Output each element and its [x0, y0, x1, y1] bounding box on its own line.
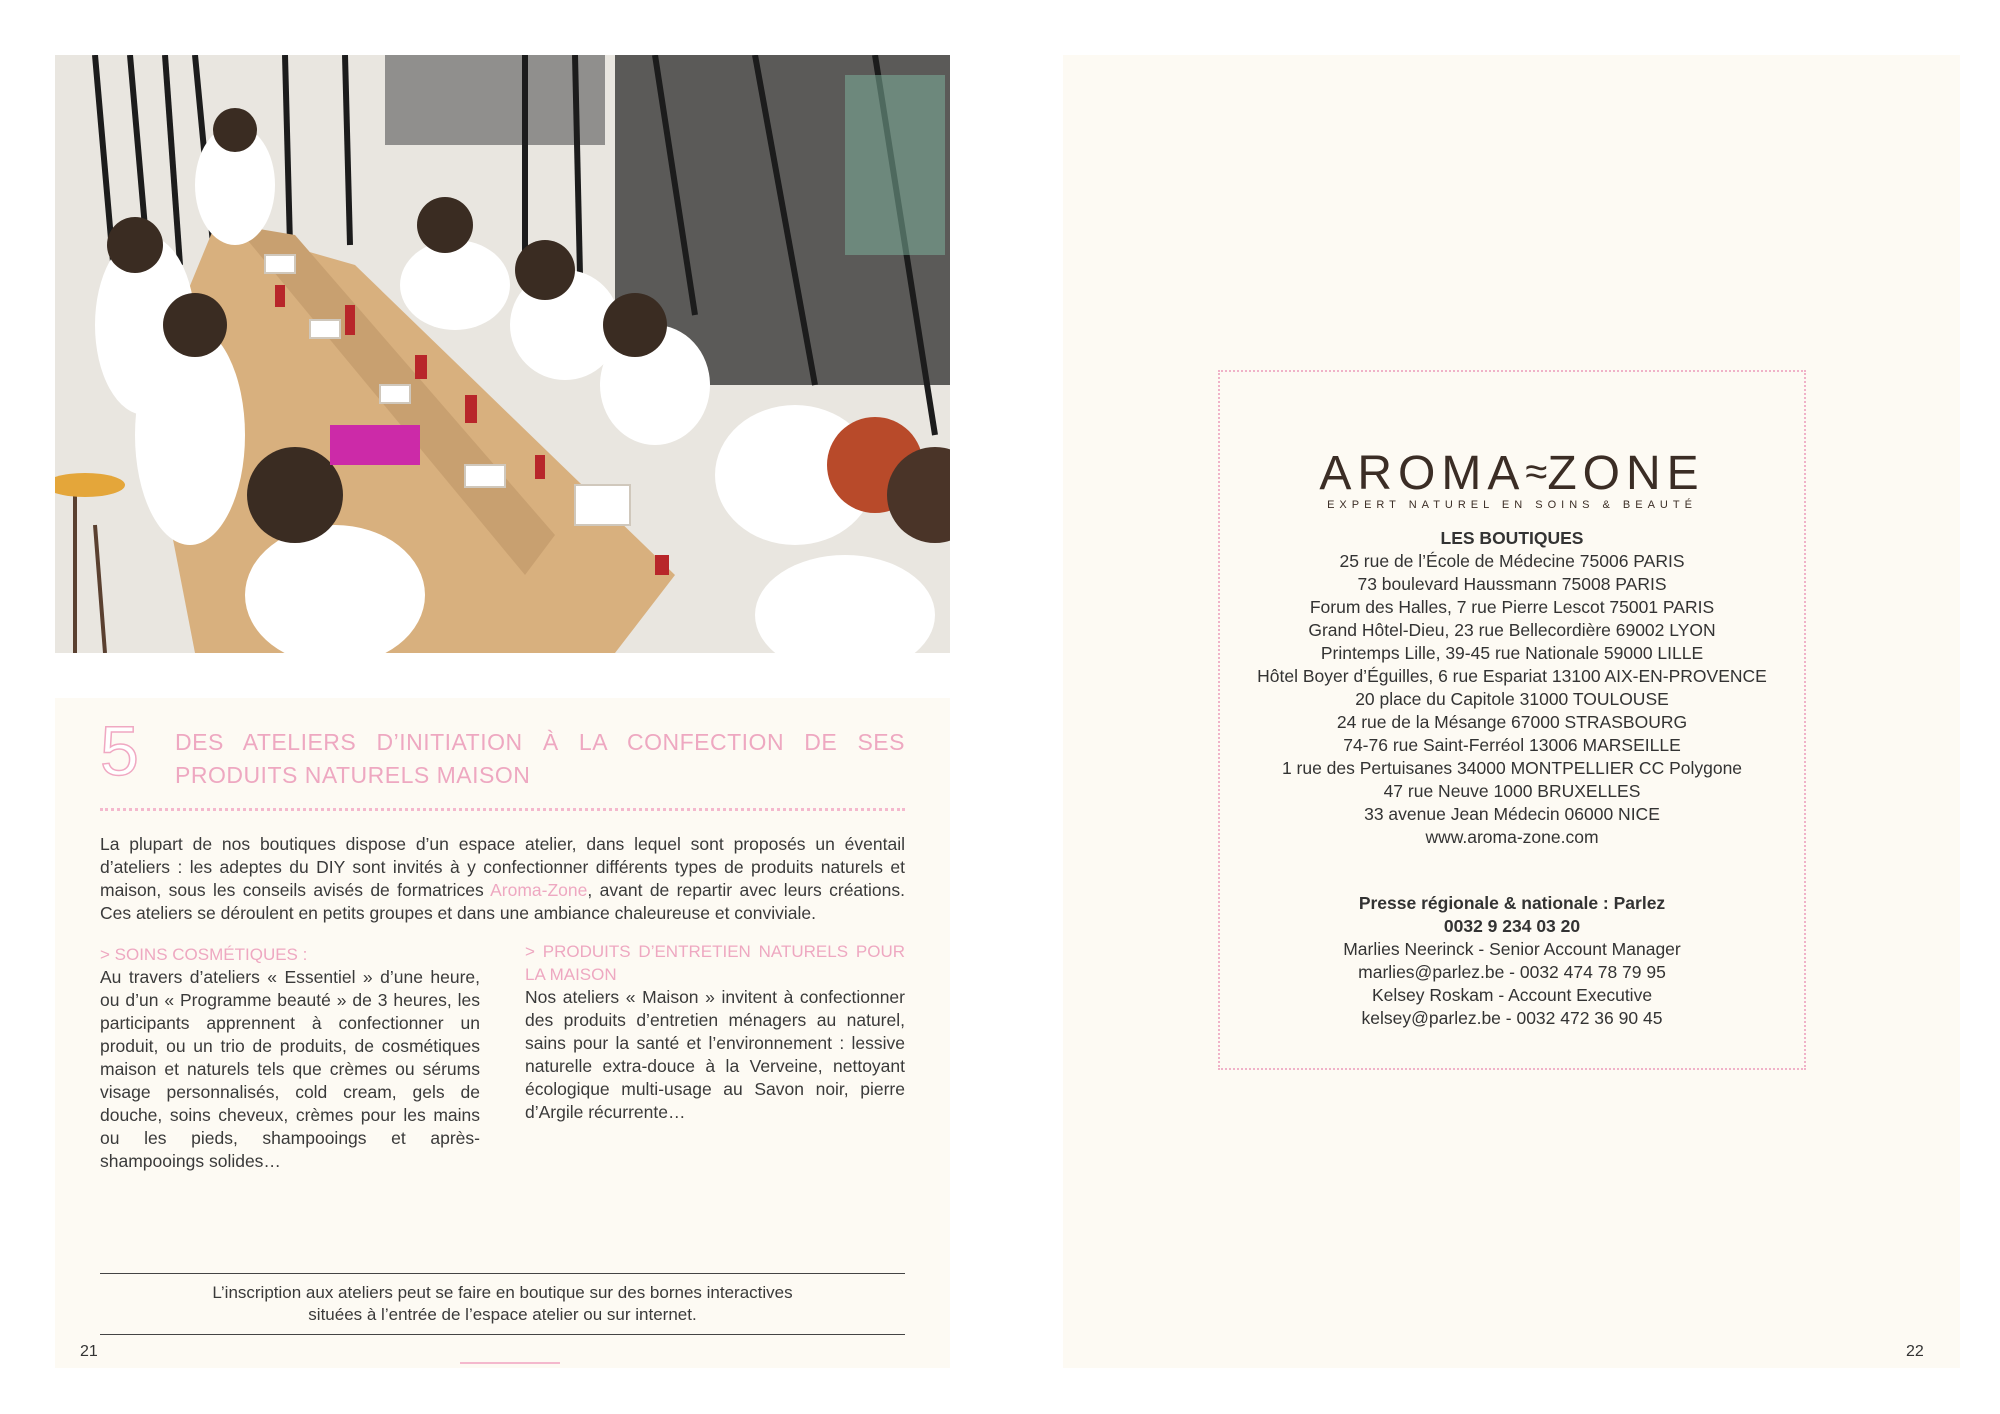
left-page — [55, 55, 950, 1368]
boutique-address: 20 place du Capitole 31000 TOULOUSE — [1355, 689, 1669, 709]
intro-text-part2: , avant de repartir avec leurs créations. Ces ateliers se déroulent en petits groupes et dans une ambiance chaleureuse et conviviale. — [100, 880, 905, 923]
boutique-address: 74-76 rue Saint-Ferréol 13006 MARSEILLE — [1343, 735, 1681, 755]
household-text: Nos ateliers « Maison » invitent à confectionner des produits d’entretien ménagers au naturel, sains pour la santé et l’environnement : lessive naturelle extra-douce à la Verveine, nettoyant écologique multi-usage au Savon noir, pierre d’Argile récurrente… — [525, 987, 905, 1122]
logo-wave-icon: ≈ — [1525, 450, 1548, 494]
intro-paragraph — [100, 833, 905, 925]
contact-line: Marlies Neerinck - Senior Account Manager — [1343, 939, 1681, 959]
boutiques-title: LES BOUTIQUES — [1440, 528, 1584, 548]
section-number: 5 — [100, 712, 139, 790]
boutique-address: 25 rue de l’École de Médecine 75006 PARIS — [1339, 551, 1685, 571]
dotted-divider — [100, 808, 905, 811]
contact-email-line[interactable]: kelsey@parlez.be - 0032 472 36 90 45 — [1361, 1008, 1663, 1028]
registration-note-line2: situées à l’entrée de l’espace atelier ou sur internet. — [308, 1305, 697, 1324]
boutique-address: 33 avenue Jean Médecin 06000 NICE — [1364, 804, 1660, 824]
household-column — [525, 940, 905, 1124]
boutique-address: 24 rue de la Mésange 67000 STRASBOURG — [1336, 712, 1688, 732]
boutique-address: Hôtel Boyer d’Éguilles, 6 rue Espariat 13100 AIX-EN-PROVENCE — [1257, 666, 1767, 686]
right-page — [1063, 55, 1960, 1368]
brand-mention: Aroma-Zone — [490, 880, 588, 900]
section-heading: DES ATELIERS D’INITIATION À LA CONFECTION DE SES PRODUITS NATURELS MAISON — [175, 729, 905, 788]
website-link[interactable]: www.aroma-zone.com — [1425, 827, 1599, 847]
press-phone: 0032 9 234 03 20 — [1443, 916, 1581, 936]
cosmetics-title: > SOINS COSMÉTIQUES : — [100, 945, 308, 964]
logo-tagline: EXPERT NATUREL EN SOINS & BEAUTÉ — [1327, 499, 1697, 511]
logo-text-left: AROMA — [1319, 447, 1526, 500]
pink-accent-line — [460, 1362, 560, 1364]
boutique-address: 1 rue des Pertuisanes 34000 MONTPELLIER CC Polygone — [1281, 758, 1743, 778]
cosmetics-text: Au travers d’ateliers « Essentiel » d’une heure, ou d’un « Programme beauté » de 3 heures, les participants apprennent à confectionner un produit, ou un trio de produits, de cosmétiques maison et naturels tels que crèmes ou sérums visage personnalisés, cold cream, gels de douche, soins cheveux, crèmes pour les mains ou les pieds, shampooings et après-shampooings solides… — [100, 967, 480, 1171]
contact-email-line[interactable]: marlies@parlez.be - 0032 474 78 79 95 — [1358, 962, 1666, 982]
intro-text-part1: La plupart de nos boutiques dispose d’un espace atelier, dans lequel sont proposés un éventail d’ateliers : les adeptes du DIY sont invités à y confectionner différents types de produits naturels et maison, sous les conseils avisés de formatrices — [100, 834, 905, 900]
logo-text-right: ZONE — [1547, 447, 1705, 500]
cosmetics-column — [100, 943, 480, 1173]
page-number-right: 22 — [1906, 1343, 1924, 1360]
press-contact — [1220, 892, 1804, 1030]
boutiques-list — [1220, 527, 1804, 849]
page-number-left: 21 — [80, 1343, 98, 1360]
boutique-address: Forum des Halles, 7 rue Pierre Lescot 75001 PARIS — [1309, 597, 1715, 617]
press-title: Presse régionale & nationale : Parlez — [1358, 893, 1666, 913]
boutique-address: 73 boulevard Haussmann 75008 PARIS — [1357, 574, 1667, 594]
registration-note — [100, 1273, 905, 1335]
aroma-zone-logo — [1220, 447, 1804, 499]
workshop-photo-illustration — [55, 55, 950, 653]
boutique-address: 47 rue Neuve 1000 BRUXELLES — [1383, 781, 1641, 801]
boutique-address: Grand Hôtel-Dieu, 23 rue Bellecordière 69002 LYON — [1308, 620, 1716, 640]
registration-note-line1: L’inscription aux ateliers peut se faire en boutique sur des bornes interactives — [212, 1283, 793, 1302]
household-title: > PRODUITS D’ENTRETIEN NATURELS POUR LA MAISON — [525, 942, 905, 984]
workshop-photo — [55, 55, 950, 653]
contact-line: Kelsey Roskam - Account Executive — [1371, 985, 1653, 1005]
contact-box — [1218, 370, 1806, 1070]
boutique-address: Printemps Lille, 39-45 rue Nationale 59000 LILLE — [1320, 643, 1704, 663]
workshop-card — [55, 698, 950, 1368]
